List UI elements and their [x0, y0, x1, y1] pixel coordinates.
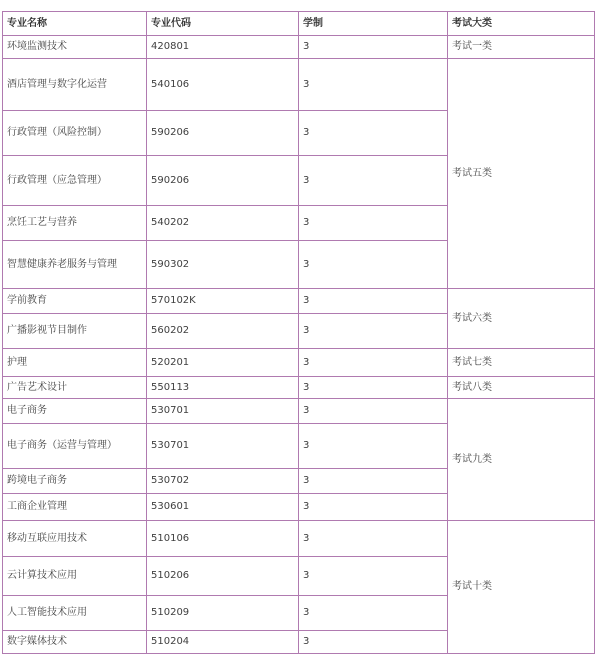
duration-cell: 3	[299, 424, 448, 469]
major-name-cell: 移动互联应用技术	[3, 521, 147, 557]
duration-cell: 3	[299, 111, 448, 156]
major-code-cell: 530701	[147, 399, 299, 424]
major-name-cell: 云计算技术应用	[3, 557, 147, 596]
major-name-cell: 智慧健康养老服务与管理	[3, 241, 147, 289]
major-code-cell: 420801	[147, 36, 299, 59]
major-code-cell: 540202	[147, 206, 299, 241]
major-code-cell: 550113	[147, 377, 299, 399]
exam-category-cell: 考试十类	[448, 521, 595, 654]
table-row	[3, 36, 595, 59]
duration-cell: 3	[299, 241, 448, 289]
majors-table-container	[2, 11, 595, 654]
duration-cell: 3	[299, 469, 448, 494]
header-row	[3, 12, 595, 36]
major-name-cell: 学前教育	[3, 289, 147, 314]
column-header-major-code: 专业代码	[147, 12, 299, 36]
major-code-cell: 510204	[147, 631, 299, 654]
duration-cell: 3	[299, 36, 448, 59]
major-code-cell: 530601	[147, 494, 299, 521]
column-header-duration: 学制	[299, 12, 448, 36]
major-name-cell: 行政管理（风险控制）	[3, 111, 147, 156]
duration-cell: 3	[299, 631, 448, 654]
duration-cell: 3	[299, 494, 448, 521]
major-code-cell: 530702	[147, 469, 299, 494]
major-code-cell: 590206	[147, 111, 299, 156]
exam-category-cell: 考试九类	[448, 399, 595, 521]
major-code-cell: 510209	[147, 596, 299, 631]
major-name-cell: 环境监测技术	[3, 36, 147, 59]
major-code-cell: 590302	[147, 241, 299, 289]
major-code-cell: 520201	[147, 349, 299, 377]
major-name-cell: 广告艺术设计	[3, 377, 147, 399]
duration-cell: 3	[299, 557, 448, 596]
table-row	[3, 399, 595, 424]
major-name-cell: 护理	[3, 349, 147, 377]
table-row	[3, 521, 595, 557]
duration-cell: 3	[299, 349, 448, 377]
exam-category-cell: 考试七类	[448, 349, 595, 377]
table-row	[3, 59, 595, 111]
major-name-cell: 电子商务	[3, 399, 147, 424]
major-code-cell: 590206	[147, 156, 299, 206]
exam-category-cell: 考试一类	[448, 36, 595, 59]
exam-category-cell: 考试五类	[448, 59, 595, 289]
major-name-cell: 工商企业管理	[3, 494, 147, 521]
table-row	[3, 349, 595, 377]
table-row	[3, 289, 595, 314]
major-name-cell: 电子商务（运营与管理）	[3, 424, 147, 469]
major-code-cell: 510206	[147, 557, 299, 596]
exam-category-cell: 考试八类	[448, 377, 595, 399]
table-row	[3, 377, 595, 399]
duration-cell: 3	[299, 59, 448, 111]
major-name-cell: 人工智能技术应用	[3, 596, 147, 631]
major-code-cell: 570102K	[147, 289, 299, 314]
exam-category-cell: 考试六类	[448, 289, 595, 349]
table-body	[3, 36, 595, 654]
duration-cell: 3	[299, 596, 448, 631]
major-name-cell: 行政管理（应急管理）	[3, 156, 147, 206]
major-name-cell: 酒店管理与数字化运营	[3, 59, 147, 111]
major-name-cell: 跨境电子商务	[3, 469, 147, 494]
duration-cell: 3	[299, 521, 448, 557]
column-header-exam-category: 考试大类	[448, 12, 595, 36]
duration-cell: 3	[299, 289, 448, 314]
duration-cell: 3	[299, 156, 448, 206]
duration-cell: 3	[299, 399, 448, 424]
major-name-cell: 广播影视节目制作	[3, 314, 147, 349]
major-code-cell: 510106	[147, 521, 299, 557]
major-code-cell: 540106	[147, 59, 299, 111]
duration-cell: 3	[299, 377, 448, 399]
major-name-cell: 烹饪工艺与营养	[3, 206, 147, 241]
duration-cell: 3	[299, 206, 448, 241]
major-name-cell: 数字媒体技术	[3, 631, 147, 654]
majors-table	[2, 11, 595, 654]
column-header-major-name: 专业名称	[3, 12, 147, 36]
duration-cell: 3	[299, 314, 448, 349]
major-code-cell: 530701	[147, 424, 299, 469]
major-code-cell: 560202	[147, 314, 299, 349]
